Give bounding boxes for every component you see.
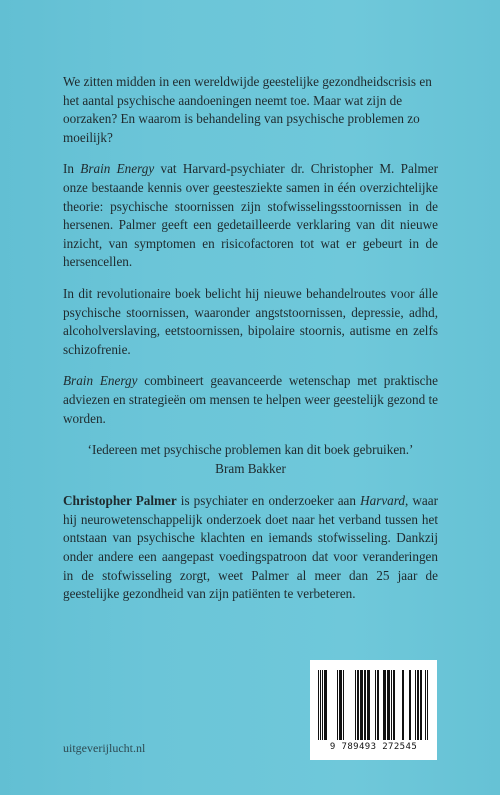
theory-body: vat Harvard-psychiater dr. Christopher M. Palmer onze bestaande kennis over geestesziekte samen in één overzichtelijke theorie: psychische stoornissen zijn stofwisselingsstoornissen in de hersenen. Palmer geeft een gedetailleerde verklaring van dit nieuwe inzicht, van symptomen en risicofactoren tot wat er gebeurt in de hersencellen. bbox=[63, 161, 438, 270]
treatment-paragraph: In dit revolutionaire boek belicht hij nieuwe behandelroutes voor álle psychische stoornissen, waaronder angststoornissen, depressie, adhd, alcoholverslaving, eetstoornissen, bipolaire stoornis, autisme en zelfs schizofrenie. bbox=[63, 285, 438, 357]
theory-prefix: In bbox=[63, 161, 81, 177]
bio-body: , waar hij neurowetenschappelijk onderzoek doet naar het verband tussen het ontstaan van psychische klachten en iemands stofwisseling. Dankzij onder andere een aangepast voedingspatroon dat voor veranderingen in de stofwisseling zorgt, weet Palmer al meer dan 25 jaar de geestelijke gezondheid van zijn patiënten te verbeteren. bbox=[63, 493, 439, 602]
barcode-bar bbox=[420, 670, 422, 740]
summary-paragraph bbox=[63, 372, 438, 428]
quote-author: Bram Bakker bbox=[215, 460, 286, 476]
barcode-bar bbox=[343, 670, 344, 740]
barcode-bar bbox=[367, 670, 370, 740]
book-title: Brain Energy bbox=[80, 161, 155, 177]
barcode-bar bbox=[402, 670, 404, 740]
book-title-summary: Brain Energy bbox=[63, 373, 138, 389]
barcode-bar bbox=[427, 670, 428, 740]
barcode-bar bbox=[339, 670, 342, 740]
endorsement-quote bbox=[63, 441, 438, 478]
barcode-bar bbox=[383, 670, 386, 740]
barcode-digits: 9 789493 272545 bbox=[329, 742, 418, 752]
barcode-bar bbox=[364, 670, 366, 740]
barcode-bar bbox=[393, 670, 395, 740]
barcode-bar bbox=[425, 670, 426, 740]
author-bio bbox=[63, 492, 438, 604]
barcode-bar bbox=[357, 670, 359, 740]
author-name: Christopher Palmer bbox=[63, 493, 177, 509]
barcode-bar bbox=[375, 670, 376, 740]
bio-institution: Harvard bbox=[360, 493, 406, 509]
barcode-bar bbox=[320, 670, 321, 740]
barcode-bar bbox=[318, 670, 319, 740]
barcode-bar bbox=[415, 670, 416, 740]
barcode-bar bbox=[322, 670, 323, 740]
barcode-bar bbox=[324, 670, 327, 740]
intro-paragraph: We zitten midden in een wereldwijde geestelijke gezondheidscrisis en het aantal psychische aandoeningen neemt toe. Maar wat zijn de oorzaken? En waarom is behandeling van psychische problemen zo moeilijk? bbox=[63, 74, 432, 145]
theory-paragraph bbox=[63, 160, 438, 272]
barcode-bar bbox=[391, 670, 392, 740]
summary-body: combineert geavanceerde wetenschap met praktische adviezen en strategieën om mensen te helpen weer geestelijk gezond te worden. bbox=[63, 373, 438, 426]
isbn-barcode bbox=[310, 660, 437, 760]
barcode-bar bbox=[355, 670, 356, 740]
bio-prefix: is psychiater en onderzoeker aan bbox=[176, 493, 361, 509]
barcode-bar bbox=[387, 670, 390, 740]
barcode-bar bbox=[377, 670, 379, 740]
barcode-bar bbox=[337, 670, 338, 740]
barcode-bars bbox=[318, 670, 429, 740]
barcode-bar bbox=[409, 670, 411, 740]
publisher-url: uitgeverijlucht.nl bbox=[63, 741, 146, 755]
blurb-text bbox=[63, 73, 438, 617]
barcode-bar bbox=[360, 670, 363, 740]
quote-text: ‘Iedereen met psychische problemen kan dit boek gebruiken.’ bbox=[87, 442, 414, 458]
barcode-bar bbox=[417, 670, 419, 740]
